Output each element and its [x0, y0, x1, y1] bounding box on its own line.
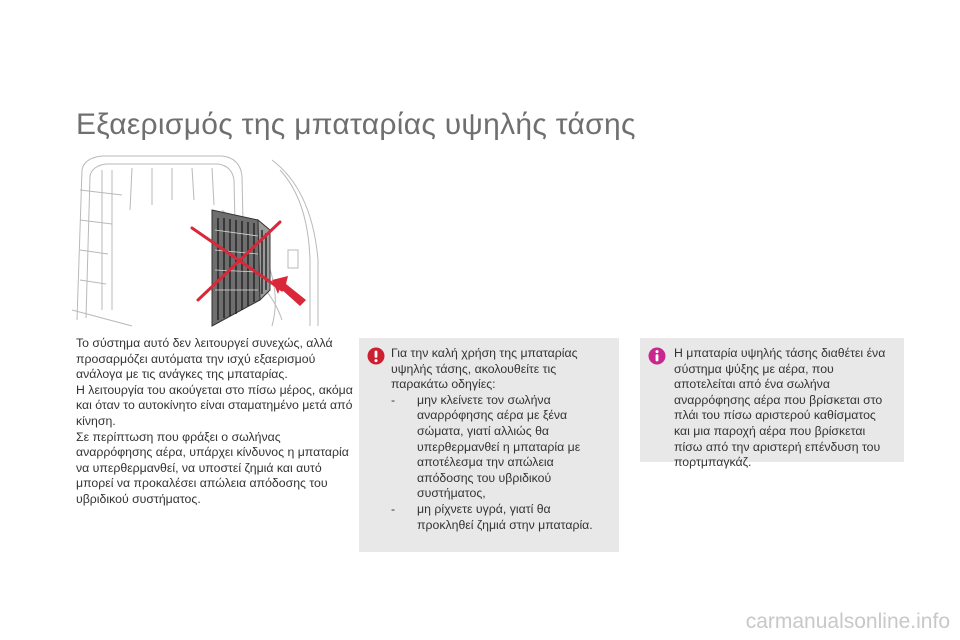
body-paragraph: Σε περίπτωση που φράξει ο σωλήνας αναρρόφησης αέρα, υπάρχει κίνδυνος η μπαταρία να υπερθερμανθεί, να υποστεί ζημιά και αυτό μπορεί να προκαλέσει απώλεια απόδοσης του υβριδικού συστήματος. [76, 429, 349, 506]
body-paragraph: Το σύστημα αυτό δεν λειτουργεί συνεχώς, αλλά προσαρμόζει αυτόματα την ισχύ εξαερισμού ανάλογα με τις ανάγκες της μπαταρίας. [76, 336, 333, 382]
body-paragraph: Η λειτουργία του ακούγεται στο πίσω μέρος, ακόμα και όταν το αυτοκίνητο είναι σταματημένο μετά από κίνηση. [76, 382, 353, 428]
list-dash: - [391, 501, 396, 516]
warning-box [359, 338, 619, 552]
battery-air-intake-illustration [72, 150, 322, 328]
list-item [391, 393, 609, 502]
list-item-text: μην κλείνετε τον σωλήνα αναρρόφησης αέρα με ξένα σώματα, γιατί αλλιώς θα υπερθερμανθεί η μπαταρία με αποτέλεσμα την απώλεια απόδοσης του υβριδικού συστήματος, [417, 392, 581, 501]
warning-intro: Για την καλή χρήση της μπαταρίας υψηλής τάσης, ακολουθείτε τις παρακάτω οδηγίες: [391, 346, 578, 392]
body-text [76, 336, 356, 508]
info-box [640, 338, 904, 470]
list-item [391, 502, 609, 533]
warning-icon [367, 347, 385, 365]
page-title: Εξαερισμός της μπαταρίας υψηλής τάσης [76, 108, 636, 142]
info-icon [648, 347, 666, 365]
watermark: carmanualsonline.info [745, 610, 950, 633]
info-text: Η μπαταρία υψηλής τάσης διαθέτει ένα σύστημα ψύξης με αέρα, που αποτελείται από ένα σωλήνα αναρρόφησης αέρα που βρίσκεται στο πλάι του πίσω αριστερού καθίσματος και μια παροχή αέρα που βρίσκεται πίσω από την αριστερή επένδυση του πορτμπαγκάζ. [674, 346, 886, 470]
list-dash: - [391, 392, 396, 407]
list-item-text: μη ρίχνετε υγρά, γιατί θα προκληθεί ζημιά στην μπαταρία. [417, 501, 593, 532]
